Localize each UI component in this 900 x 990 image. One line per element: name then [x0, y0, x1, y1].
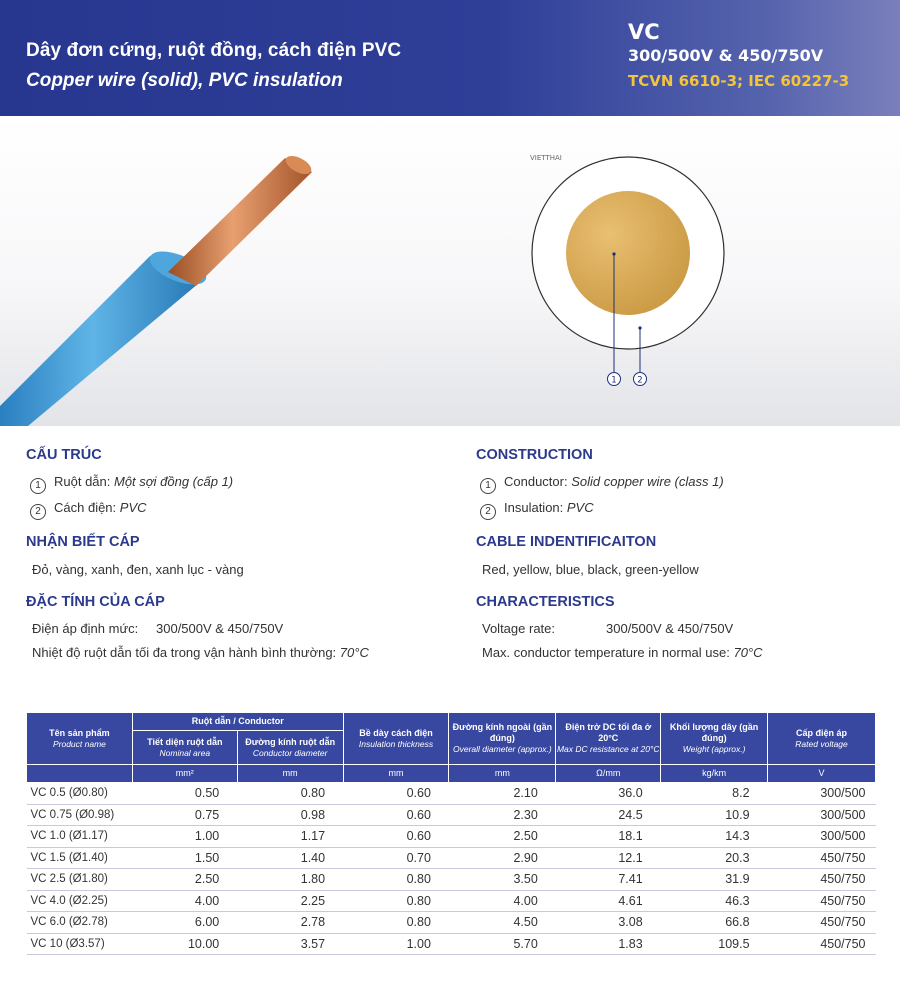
voltage-value-en: 300/500V & 450/750V [606, 621, 734, 636]
ident-value-vi: Đỏ, vàng, xanh, đen, xanh lục - vàng [32, 562, 244, 577]
header-thickness: Bề dày cách điện Insulation thickness [343, 713, 449, 765]
ident-value-en: Red, yellow, blue, black, green-yellow [482, 562, 699, 577]
header-weight: Khối lượng dây (gần đúng) Weight (approx.) [661, 713, 768, 765]
header-nominal-area: Tiết diện ruột dẫn Nominal area [132, 731, 237, 765]
unit-voltage: V [768, 765, 876, 783]
product-hero [0, 116, 900, 426]
hero-illustration [0, 116, 900, 426]
temp-row-vi: Nhiệt độ ruột dẫn tối đa trong vận hành bình thường: 70°C [32, 645, 369, 660]
header-product: Tên sản phẩm Product name [27, 713, 133, 765]
header-overall-diameter: Đường kính ngoài (gần đúng) Overall diameter (approx.) [449, 713, 556, 765]
table-row: VC 0.5 (Ø0.80) 0.50 0.80 0.60 2.10 36.0 8.2 300/500 [27, 783, 876, 805]
specification-table [26, 712, 876, 955]
circle-number-2: 2 [30, 504, 46, 520]
char-title-vi: ĐẶC TÍNH CỦA CÁP [26, 594, 165, 610]
construction-title-en: CONSTRUCTION [476, 447, 593, 463]
construction-title-vi: CẤU TRÚC [26, 447, 102, 463]
wire-insulation [0, 256, 205, 426]
circle-number-1: 1 [480, 478, 496, 494]
unit-weight: kg/km [661, 765, 768, 783]
table-row: VC 6.0 (Ø2.78) 6.00 2.78 0.80 4.50 3.08 66.8 450/750 [27, 912, 876, 934]
conductor-row-en: 1 Conductor: Solid copper wire (class 1) [480, 474, 724, 494]
voltage-label-en: Voltage rate: [482, 621, 555, 636]
voltage-label-vi: Điện áp định mức: [32, 621, 139, 636]
conductor-row-vi: 1 Ruột dẫn: Một sợi đồng (cấp 1) [30, 474, 233, 494]
unit-resistance: Ω/mm [556, 765, 661, 783]
wire-photo [0, 152, 314, 426]
title-english: Copper wire (solid), PVC insulation [26, 70, 343, 91]
brand-mark: VIETTHAI [530, 154, 562, 162]
header-banner [0, 0, 900, 116]
unit-product [27, 765, 133, 783]
circle-number-1: 1 [30, 478, 46, 494]
callout-2-label: 2 [637, 375, 643, 386]
temp-row-en: Max. conductor temperature in normal use: 70°C [482, 645, 763, 660]
header-conductor-diameter: Đường kính ruột dẫn Conductor diameter [237, 731, 343, 765]
conductor-circle [566, 191, 690, 315]
cross-section-diagram [530, 154, 724, 386]
header-resistance: Điện trở DC tối đa ở 20°C Max DC resistance at 20°C [556, 713, 661, 765]
unit-overall-diameter: mm [449, 765, 556, 783]
insulation-row-en: 2 Insulation: PVC [480, 500, 594, 520]
table-row: VC 1.0 (Ø1.17) 1.00 1.17 0.60 2.50 18.1 14.3 300/500 [27, 826, 876, 848]
table-row: VC 4.0 (Ø2.25) 4.00 2.25 0.80 4.00 4.61 46.3 450/750 [27, 890, 876, 912]
table-row: VC 10 (Ø3.57) 10.00 3.57 1.00 5.70 1.83 109.5 450/750 [27, 933, 876, 955]
voltage-value-vi: 300/500V & 450/750V [156, 621, 284, 636]
title-vietnamese: Dây đơn cứng, ruột đồng, cách điện PVC [26, 40, 402, 61]
header-conductor-group: Ruột dẫn / Conductor [132, 713, 343, 731]
voltage-rating: 300/500V & 450/750V [628, 46, 824, 65]
unit-thickness: mm [343, 765, 449, 783]
insulation-row-vi: 2 Cách điện: PVC [30, 500, 147, 520]
table-row: VC 1.5 (Ø1.40) 1.50 1.40 0.70 2.90 12.1 20.3 450/750 [27, 847, 876, 869]
ident-title-en: CABLE INDENTIFICAITON [476, 534, 657, 550]
callout-1-label: 1 [611, 375, 617, 386]
unit-conductor-diameter: mm [237, 765, 343, 783]
ident-title-vi: NHẬN BIẾT CÁP [26, 534, 140, 550]
standard-label: TCVN 6610-3; IEC 60227-3 [628, 72, 850, 90]
header-rated-voltage: Cấp điện áp Rated voltage [768, 713, 876, 765]
table-row: VC 0.75 (Ø0.98) 0.75 0.98 0.60 2.30 24.5 10.9 300/500 [27, 804, 876, 826]
char-title-en: CHARACTERISTICS [476, 594, 615, 610]
wire-copper-core [168, 158, 312, 286]
circle-number-2: 2 [480, 504, 496, 520]
unit-area: mm² [132, 765, 237, 783]
table-row: VC 2.5 (Ø1.80) 2.50 1.80 0.80 3.50 7.41 31.9 450/750 [27, 869, 876, 891]
product-code: VC [628, 20, 660, 44]
